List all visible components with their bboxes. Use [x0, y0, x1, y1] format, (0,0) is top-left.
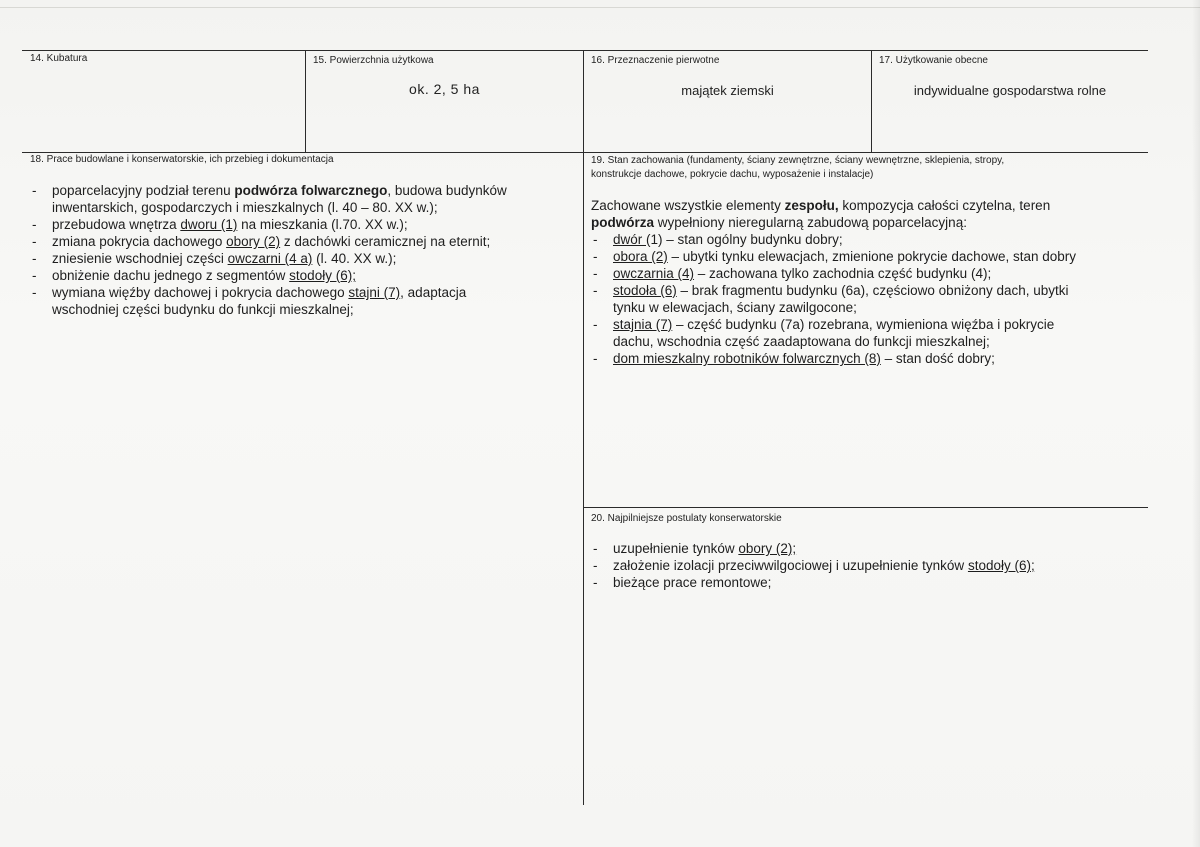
list-item-text — [52, 234, 490, 249]
text-segment: poparcelacyjny podział terenu — [52, 183, 235, 198]
list-item — [32, 301, 572, 318]
list-item-text — [52, 251, 396, 266]
underlined-text: dworu (1) — [180, 217, 238, 232]
list-item-text — [52, 217, 408, 232]
col-divider-15 — [305, 50, 306, 153]
text-segment: na mieszkania (l.70. XX w.); — [237, 217, 408, 232]
field-16-label: 16. Przeznaczenie pierwotne — [591, 55, 720, 66]
bullet-dash: - — [593, 232, 598, 247]
col-divider-17 — [871, 50, 872, 153]
intro-line — [591, 214, 1141, 231]
list-item — [32, 267, 572, 284]
bullet-dash: - — [593, 317, 598, 332]
list-item-text — [613, 300, 857, 315]
list-item-text — [613, 558, 1035, 573]
underlined-text: stodoły (6); — [289, 268, 356, 283]
text-segment: bieżące prace remontowe; — [613, 575, 772, 590]
list-item — [32, 250, 572, 267]
intro-line — [591, 197, 1141, 214]
list-item — [593, 333, 1143, 350]
bullet-dash: - — [593, 558, 598, 573]
list-item-text — [52, 183, 507, 198]
bullet-dash: - — [593, 541, 598, 556]
underlined-text: obora (2) — [613, 249, 668, 264]
text-segment: wymiana więźby dachowej i pokrycia dachowego — [52, 285, 349, 300]
underlined-text: obory (2) — [226, 234, 281, 249]
field-19-list — [593, 231, 1143, 367]
list-item-text — [613, 283, 1069, 298]
section-20-border — [583, 507, 1148, 508]
underlined-text: stajni (7) — [348, 285, 401, 300]
field-17-value: indywidualne gospodarstwa rolne — [913, 83, 1107, 98]
text-segment: zmiana pokrycia dachowego — [52, 234, 227, 249]
bullet-dash: - — [32, 183, 37, 198]
list-item — [593, 540, 1143, 557]
text-segment: inwentarskich, gospodarczych i mieszkalnych (l. 40 – 80. XX w.); — [52, 200, 438, 215]
list-item-text — [613, 232, 843, 247]
field-14-label: 14. Kubatura — [30, 53, 88, 64]
list-item — [32, 216, 572, 233]
text-segment: dachu, wschodnia część zaadaptowana do funkcji mieszkalnej; — [613, 334, 990, 349]
col-divider-main — [583, 50, 584, 805]
text-segment: przebudowa wnętrza — [52, 217, 181, 232]
bullet-dash: - — [32, 251, 37, 266]
row-separator — [22, 152, 1148, 153]
bullet-dash: - — [32, 285, 37, 300]
list-item-text — [613, 541, 796, 556]
text-segment: z dachówki ceramicznej na eternit; — [280, 234, 491, 249]
text-segment: (1) – stan ogólny budynku dobry; — [646, 232, 843, 247]
list-item — [593, 282, 1143, 299]
row-top-border — [22, 50, 1148, 51]
paper-edge-shadow — [1192, 0, 1200, 847]
bold-text: podwórza folwarcznego — [234, 183, 388, 198]
field-20-list — [593, 540, 1143, 591]
list-item — [32, 182, 572, 199]
underlined-text: dom mieszkalny robotników folwarcznych (8) — [613, 351, 881, 366]
underlined-text: stodoły (6); — [967, 558, 1035, 573]
list-item — [593, 265, 1143, 282]
list-item-text — [613, 351, 995, 366]
list-item — [593, 248, 1143, 265]
underlined-text: obory (2); — [738, 541, 797, 556]
underlined-text: dwór — [613, 232, 647, 247]
bullet-dash: - — [32, 234, 37, 249]
bullet-dash: - — [593, 575, 598, 590]
text-segment: kompozycja całości czytelna, teren — [838, 198, 1051, 213]
list-item — [593, 316, 1143, 333]
field-16-value: majątek ziemski — [681, 83, 774, 98]
text-segment: – stan dość dobry; — [880, 351, 995, 366]
field-19-label-line1: 19. Stan zachowania (fundamenty, ściany zewnętrzne, ściany wewnętrzne, sklepienia, stropy, — [591, 155, 1005, 166]
text-segment: Zachowane wszystkie elementy — [591, 198, 785, 213]
field-20-label: 20. Najpilniejsze postulaty konserwatorskie — [591, 513, 782, 524]
list-item-text — [52, 200, 438, 215]
list-item — [32, 199, 572, 216]
text-segment: (l. 40. XX w.); — [312, 251, 397, 266]
bullet-dash: - — [32, 217, 37, 232]
list-item — [32, 233, 572, 250]
list-item — [593, 299, 1143, 316]
field-19-intro — [591, 197, 1141, 231]
field-19-label-line2: konstrukcje dachowe, pokrycie dachu, wyposażenie i instalacje) — [591, 169, 874, 180]
text-segment: wypełniony nieregularną zabudową poparcelacyjną: — [654, 215, 967, 230]
text-segment: obniżenie dachu jednego z segmentów — [52, 268, 290, 283]
text-segment: wschodniej części budynku do funkcji mieszkalnej; — [52, 302, 354, 317]
list-item-text — [613, 575, 771, 590]
list-item — [32, 284, 572, 301]
bold-text: podwórza — [591, 215, 654, 230]
list-item — [593, 231, 1143, 248]
list-item-text — [52, 285, 466, 300]
underlined-text: owczarnia (4) — [613, 266, 695, 281]
top-edge-line — [0, 7, 1200, 8]
list-item-text — [613, 334, 990, 349]
bullet-dash: - — [593, 351, 598, 366]
bullet-dash: - — [593, 249, 598, 264]
list-item — [593, 557, 1143, 574]
field-17-label: 17. Użytkowanie obecne — [879, 55, 988, 66]
list-item-text — [613, 317, 1054, 332]
list-item-text — [613, 266, 991, 281]
text-segment: , budowa budynków — [387, 183, 507, 198]
text-segment: tynku w elewacjach, ściany zawilgocone; — [613, 300, 857, 315]
field-18-list — [32, 182, 572, 318]
list-item-text — [52, 268, 356, 283]
list-item — [593, 350, 1143, 367]
text-segment: uzupełnienie tynków — [613, 541, 739, 556]
field-15-label: 15. Powierzchnia użytkowa — [313, 55, 434, 66]
field-15-value: ok. 2, 5 ha — [409, 81, 480, 97]
text-segment: – część budynku (7a) rozebrana, wymieniona więźba i pokrycie — [672, 317, 1055, 332]
field-18-label: 18. Prace budowlane i konserwatorskie, ich przebieg i dokumentacja — [30, 154, 334, 165]
text-segment: zniesienie wschodniej części — [52, 251, 228, 266]
bullet-dash: - — [593, 266, 598, 281]
bullet-dash: - — [32, 268, 37, 283]
text-segment: – zachowana tylko zachodnia część budynku (4); — [694, 266, 992, 281]
list-item-text — [52, 302, 354, 317]
text-segment: – ubytki tynku elewacjach, zmienione pokrycie dachowe, stan dobry — [667, 249, 1076, 264]
list-item-text — [613, 249, 1076, 264]
text-segment: – brak fragmentu budynku (6a), częściowo obniżony dach, ubytki — [676, 283, 1069, 298]
underlined-text: owczarni (4 a) — [227, 251, 313, 266]
text-segment: , adaptacja — [400, 285, 467, 300]
text-segment: założenie izolacji przeciwwilgociowej i uzupełnienie tynków — [613, 558, 968, 573]
list-item — [593, 574, 1143, 591]
bold-text: zespołu, — [784, 198, 839, 213]
underlined-text: stodoła (6) — [613, 283, 677, 298]
bullet-dash: - — [593, 283, 598, 298]
underlined-text: stajnia (7) — [613, 317, 673, 332]
